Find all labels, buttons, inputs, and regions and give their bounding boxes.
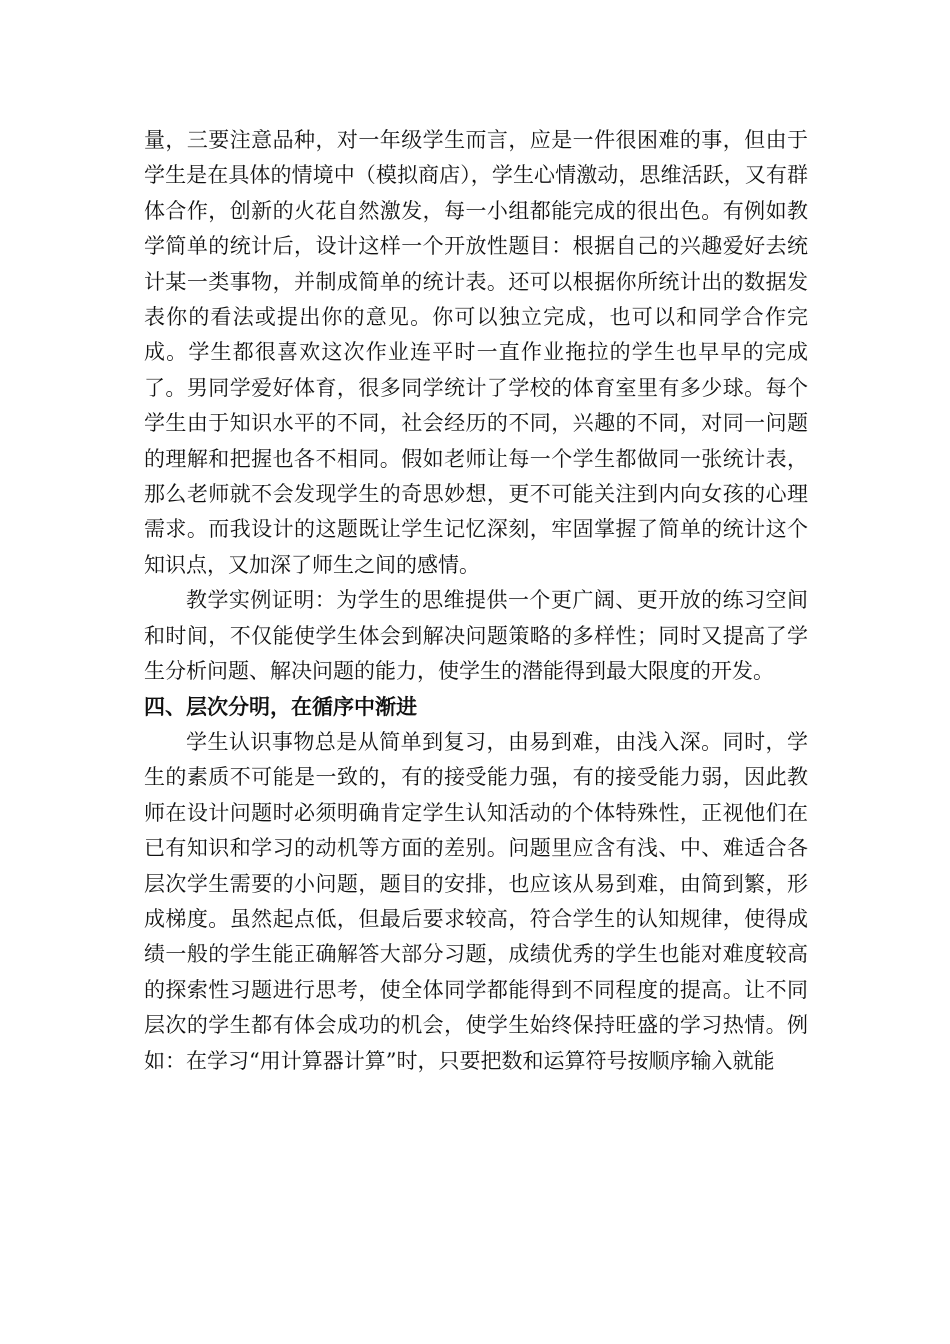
document-body [144, 123, 808, 1079]
section-heading: 四、层次分明，在循序中渐进 [144, 694, 417, 719]
section-paragraph: 学生认识事物总是从简单到复习，由易到难，由浅入深。同时，学生的素质不可能是一致的，有的接受能力强，有的接受能力弱，因此教师在设计问题时必须明确肯定学生认知活动的个体特殊性，正视他们在已有知识和学习的动机等方面的差别。问题里应含有浅、中、难适合各层次学生需要的小问题，题目的安排，也应该从易到难，由简到繁，形成梯度。虽然起点低，但最后要求较高，符合学生的认知规律，使得成绩一般的学生能正确解答大部分习题，成绩优秀的学生也能对难度较高的探索性习题进行思考，使全体同学都能得到不同程度的提高。让不同层次的学生都有体会成功的机会，使学生始终保持旺盛的学习热情。例如：在学习“用计算器计算”时，只要把数和运算符号按顺序输入就能 [144, 729, 808, 1073]
body-paragraph-conclusion: 教学实例证明：为学生的思维提供一个更广阔、更开放的练习空间和时间，不仅能使学生体会到解决问题策略的多样性；同时又提高了学生分析问题、解决问题的能力，使学生的潜能得到最大限度的开发。 [144, 588, 808, 684]
body-paragraph-continued: 量，三要注意品种，对一年级学生而言，应是一件很困难的事，但由于学生是在具体的情境中（模拟商店），学生心情激动，思维活跃，又有群体合作，创新的火花自然激发，每一小组都能完成的很出色。有例如教学简单的统计后，设计这样一个开放性题目：根据自己的兴趣爱好去统计某一类事物，并制成简单的统计表。还可以根据你所统计出的数据发表你的看法或提出你的意见。你可以独立完成，也可以和同学合作完成。学生都很喜欢这次作业连平时一直作业拖拉的学生也早早的完成了。男同学爱好体育，很多同学统计了学校的体育室里有多少球。每个学生由于知识水平的不同，社会经历的不同，兴趣的不同，对同一问题的理解和把握也各不相同。假如老师让每一个学生都做同一张统计表，那么老师就不会发现学生的奇思妙想，更不可能关注到内向女孩的心理需求。而我设计的这题既让学生记忆深刻，牢固掌握了简单的统计这个知识点，又加深了师生之间的感情。 [144, 128, 808, 577]
